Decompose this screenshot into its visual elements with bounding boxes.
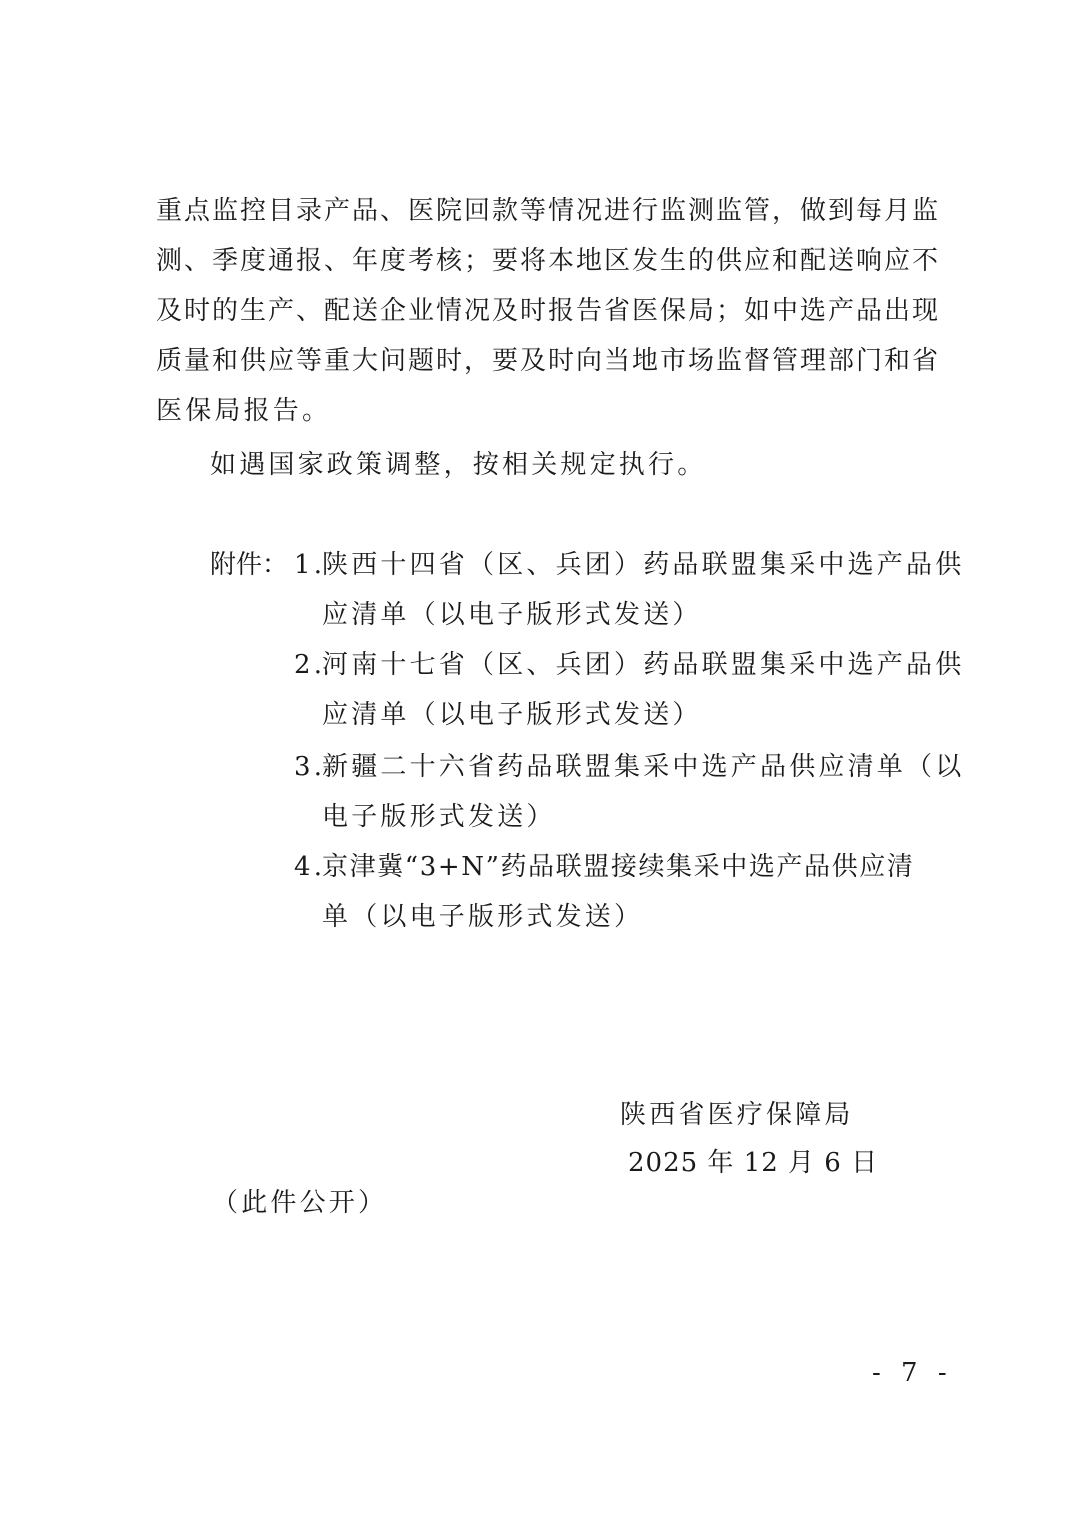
body-line-3: 及时的生产、配送企业情况及时报告省医保局；如中选产品出现: [156, 296, 938, 326]
signature-organization: 陕西省医疗保障局: [620, 1100, 854, 1130]
attachment-item-1-line-2: 应清单（以电子版形式发送）: [322, 600, 702, 630]
page-number: - 7 -: [872, 1358, 953, 1388]
body-line-2: 测、季度通报、年度考核；要将本地区发生的供应和配送响应不: [156, 246, 938, 276]
attachment-item-4-line-2: 单（以电子版形式发送）: [322, 902, 644, 932]
signature-date: 2025 年 12 月 6 日: [628, 1148, 879, 1178]
attachment-item-1-number: 1.: [294, 550, 326, 580]
attachment-item-1-line-1: 陕西十四省（区、兵团）药品联盟集采中选产品供: [322, 550, 965, 580]
attachment-item-2-line-2: 应清单（以电子版形式发送）: [322, 700, 702, 730]
attachment-item-2-number: 2.: [294, 650, 326, 680]
policy-note: 如遇国家政策调整，按相关规定执行。: [210, 450, 707, 480]
attachment-item-4-line-1: 京津冀“3+N”药品联盟接续集采中选产品供应清: [322, 852, 915, 882]
attachment-item-3-line-2: 电子版形式发送）: [322, 802, 556, 832]
attachment-item-3-line-1: 新疆二十六省药品联盟集采中选产品供应清单（以: [322, 752, 965, 782]
attachment-item-2-line-1: 河南十七省（区、兵团）药品联盟集采中选产品供: [322, 650, 965, 680]
attachment-item-3-number: 3.: [294, 752, 326, 782]
body-line-5: 医保局报告。: [156, 396, 332, 426]
body-line-4: 质量和供应等重大问题时，要及时向当地市场监督管理部门和省: [156, 346, 938, 376]
body-line-1: 重点监控目录产品、医院回款等情况进行监测监管，做到每月监: [156, 196, 938, 226]
attachment-item-4-number: 4.: [294, 852, 326, 882]
attachments-label: 附件：: [210, 550, 289, 580]
disclosure-note: （此件公开）: [212, 1188, 388, 1218]
